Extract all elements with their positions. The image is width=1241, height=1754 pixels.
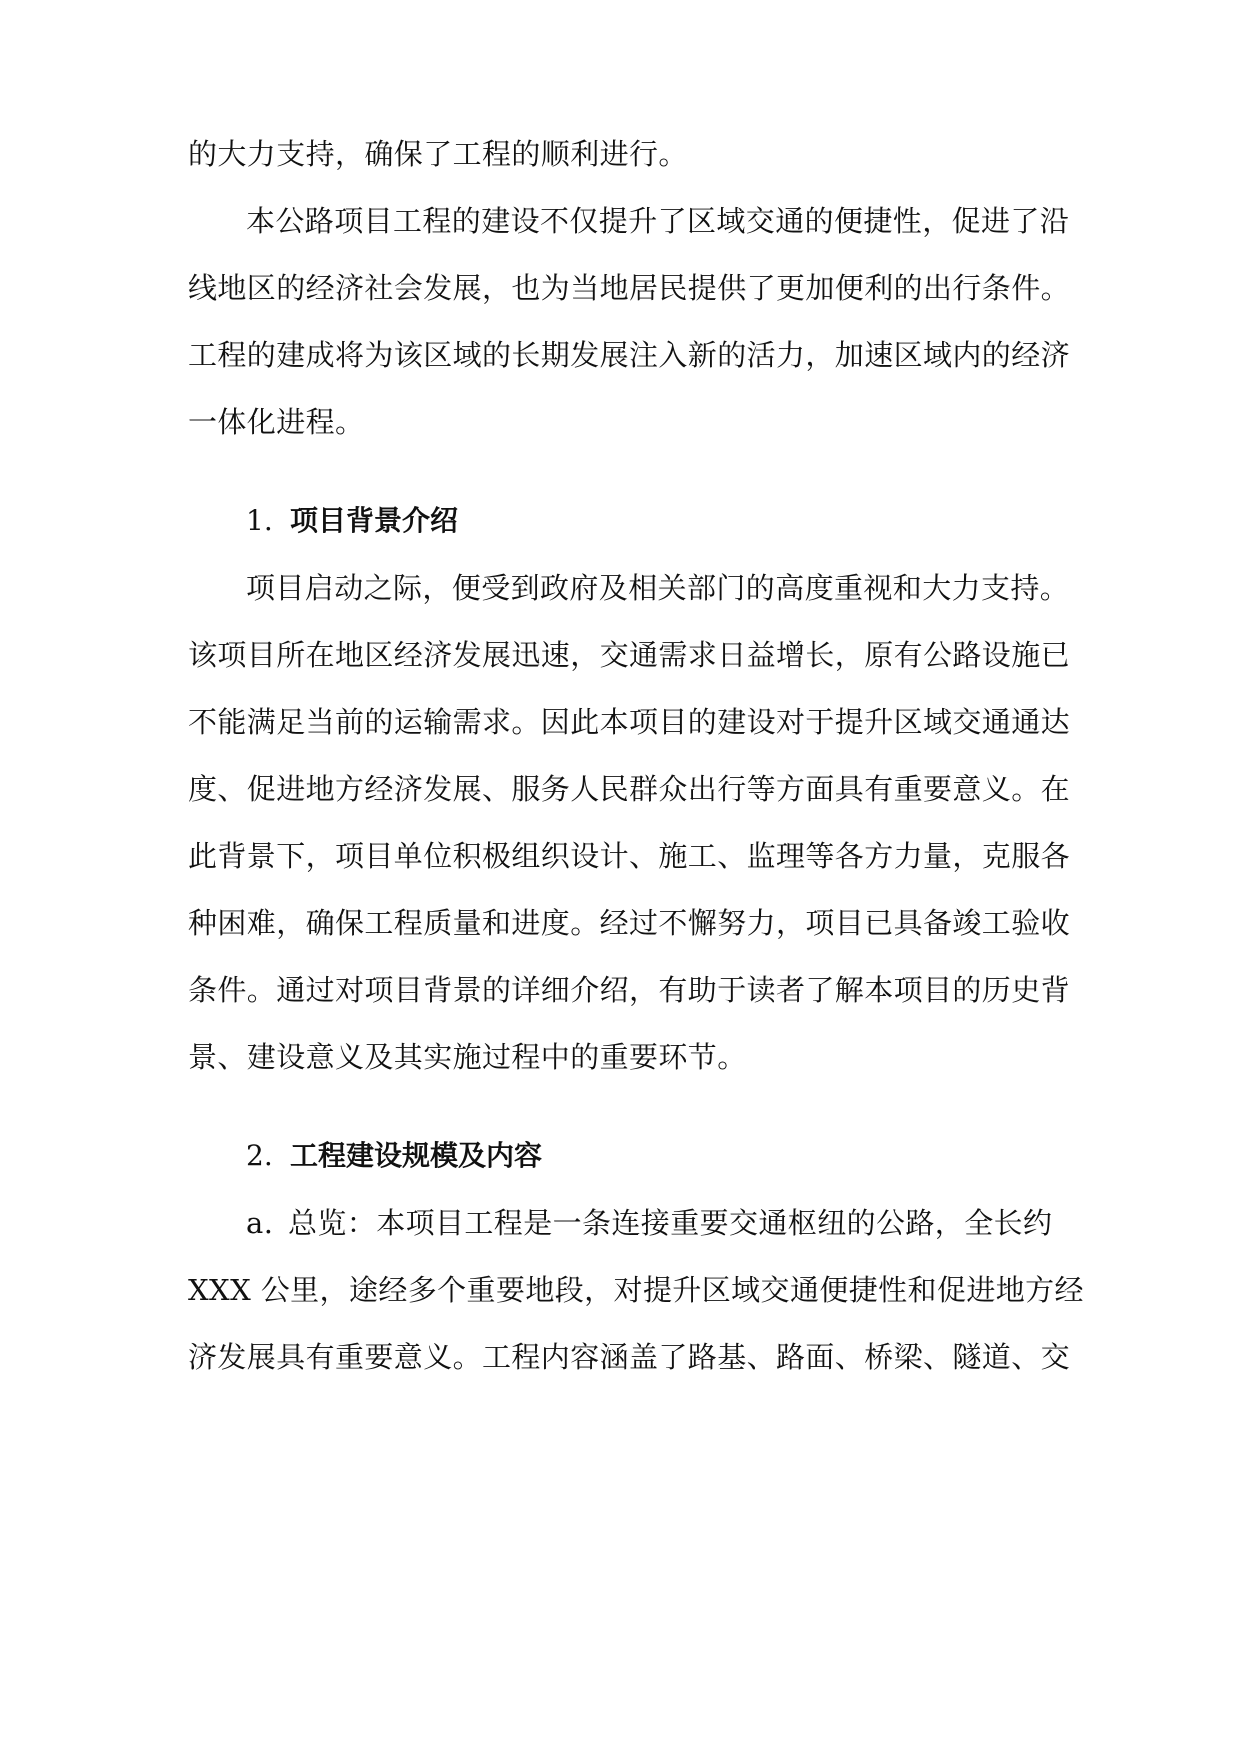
paragraph-line: 济发展具有重要意义。工程内容涵盖了路基、路面、桥梁、隧道、交 [188,1340,1071,1374]
paragraph-line: 种困难，确保工程质量和进度。经过不懈努力，项目已具备竣工验收 [188,906,1071,940]
paragraph-text: 总览：本项目工程是一条连接重要交通枢纽的公路，全长约 [288,1206,1053,1240]
list-label: a. [246,1206,274,1240]
heading-title: 工程建设规模及内容 [290,1139,543,1172]
paragraph-line: 本公路项目工程的建设不仅提升了区域交通的便捷性，促进了沿 [246,204,1070,238]
paragraph-line: 项目启动之际，便受到政府及相关部门的高度重视和大力支持。 [246,571,1070,605]
section-heading-2 [246,1136,542,1176]
paragraph-line: 条件。通过对项目背景的详细介绍，有助于读者了解本项目的历史背 [188,973,1071,1007]
paragraph-line [246,1203,1116,1243]
paragraph-line: 度、促进地方经济发展、服务人民群众出行等方面具有重要意义。在 [188,772,1071,806]
heading-title: 项目背景介绍 [290,504,459,537]
heading-number: 2. [246,1139,273,1172]
section-heading-1 [246,501,458,541]
paragraph-line: 不能满足当前的运输需求。因此本项目的建设对于提升区域交通通达 [188,705,1071,739]
paragraph-line: 该项目所在地区经济发展迅速，交通需求日益增长，原有公路设施已 [188,638,1071,672]
paragraph-line: 此背景下，项目单位积极组织设计、施工、监理等各方力量，克服各 [188,839,1071,873]
paragraph-line: 景、建设意义及其实施过程中的重要环节。 [188,1040,747,1074]
paragraph-line: 一体化进程。 [188,405,365,439]
heading-number: 1. [246,504,273,537]
paragraph-line: 的大力支持，确保了工程的顺利进行。 [188,137,688,171]
paragraph-line: 工程的建成将为该区域的长期发展注入新的活力，加速区域内的经济 [188,338,1071,372]
paragraph-line: XXX 公里，途经多个重要地段，对提升区域交通便捷性和促进地方经 [188,1273,1084,1307]
paragraph-line: 线地区的经济社会发展，也为当地居民提供了更加便利的出行条件。 [188,271,1071,305]
